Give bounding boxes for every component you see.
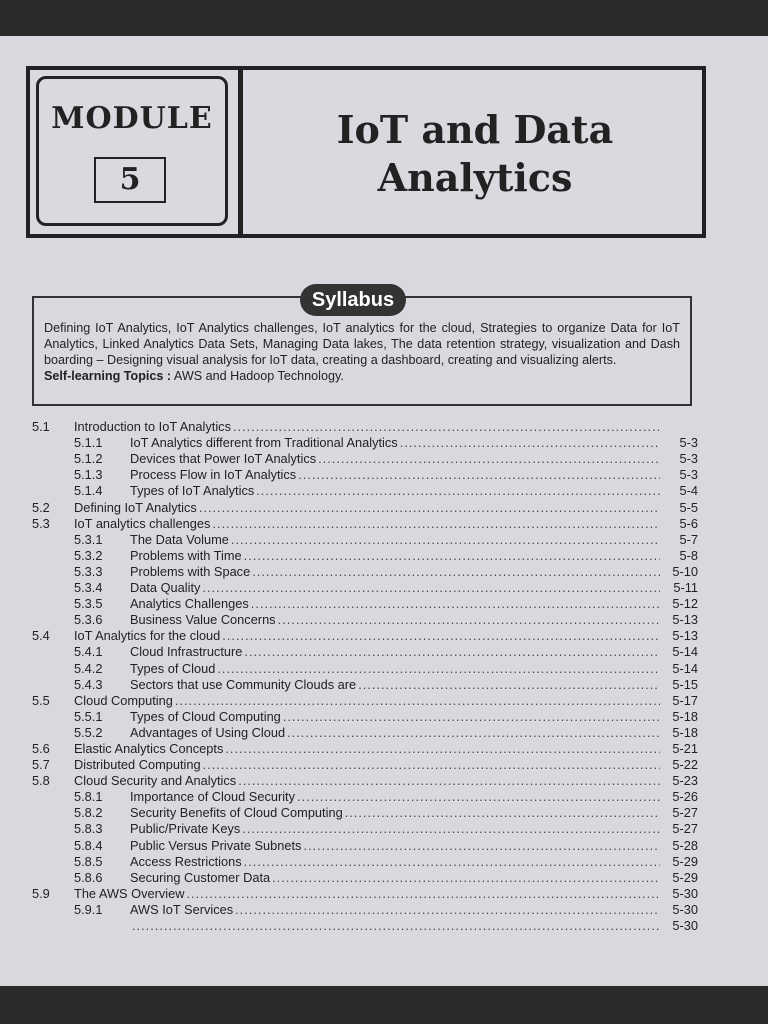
toc-leader-dots xyxy=(222,628,660,643)
toc-entry xyxy=(32,772,698,788)
toc-entry-number: 5.8.4 xyxy=(74,837,103,853)
toc-entry-title: Data Quality xyxy=(130,580,201,596)
toc-entry-number: 5.5 xyxy=(32,692,50,708)
toc-entry-page: 5-7 xyxy=(679,531,698,547)
toc-entry-title: Introduction to IoT Analytics xyxy=(74,419,231,435)
toc-leader-dots xyxy=(186,886,660,901)
toc-entry xyxy=(32,853,698,869)
toc-entry-page: 5-18 xyxy=(672,724,698,740)
toc-entry xyxy=(32,659,698,675)
toc-entry-page: 5-13 xyxy=(672,612,698,628)
toc-entry xyxy=(32,724,698,740)
toc-entry-page: 5-26 xyxy=(672,789,698,805)
toc-entry-title: Defining IoT Analytics xyxy=(74,499,197,515)
toc-entry-number: 5.6 xyxy=(32,740,50,756)
toc-leader-dots xyxy=(358,677,660,692)
toc-entry-number: 5.3.3 xyxy=(74,563,103,579)
toc-entry-title: Problems with Time xyxy=(130,547,242,563)
toc-entry-number: 5.8.3 xyxy=(74,821,103,837)
toc-entry-page: 5-27 xyxy=(672,821,698,837)
toc-leader-dots xyxy=(297,789,660,804)
toc-entry-page: 5-5 xyxy=(679,499,698,515)
toc-entry-page: 5-27 xyxy=(672,805,698,821)
toc-entry-page: 5-29 xyxy=(672,869,698,885)
toc-entry-page: 5-12 xyxy=(672,596,698,612)
toc-entry-page: 5-11 xyxy=(673,580,698,596)
toc-entry-number: 5.5.1 xyxy=(74,708,103,724)
toc-entry xyxy=(32,627,698,643)
toc-entry-page: 5-21 xyxy=(672,740,698,756)
toc-entry-title: Public Versus Private Subnets xyxy=(130,837,302,853)
module-number: 5 xyxy=(94,157,166,203)
syllabus-body: Defining IoT Analytics, IoT Analytics challenges, IoT analytics for the cloud, Strategies to organize Data for IoT Analytics, Linked Analytics Data Sets, Managing Data lakes, The data retention strategy, visualization and Dash boarding – Designing visual analysis for IoT data, creating a dashboard, creating and visualizing alerts. xyxy=(44,321,680,367)
toc-entry-number: 5.1 xyxy=(32,419,50,435)
toc-entry-title: Sectors that use Community Clouds are xyxy=(130,676,357,692)
toc-leader-dots xyxy=(244,548,660,563)
toc-entry xyxy=(32,643,698,659)
toc-entry-title: The Data Volume xyxy=(130,531,229,547)
toc-leader-dots xyxy=(287,725,660,740)
toc-entry-number: 5.9 xyxy=(32,885,50,901)
toc-entry-page: 5-18 xyxy=(672,708,698,724)
toc-entry-page: 5-29 xyxy=(672,853,698,869)
toc-entry-number: 5.8 xyxy=(32,773,50,789)
toc-leader-dots xyxy=(244,854,660,869)
toc-entry-page: 5-8 xyxy=(679,547,698,563)
toc-entry-page: 5-28 xyxy=(672,837,698,853)
toc-entry-title: Cloud Infrastructure xyxy=(130,644,243,660)
toc-leader-dots xyxy=(203,757,660,772)
toc-entry xyxy=(32,498,698,514)
toc-entry-page: 5-14 xyxy=(672,660,698,676)
toc-entry-page: 5-3 xyxy=(679,467,698,483)
module-badge xyxy=(36,76,228,226)
toc-leader-dots xyxy=(298,467,660,482)
toc-entry xyxy=(32,885,698,901)
toc-entry-page: 5-3 xyxy=(679,451,698,467)
toc-leader-dots xyxy=(132,918,660,933)
toc-entry xyxy=(32,531,698,547)
toc-entry-title: Importance of Cloud Security xyxy=(130,789,296,805)
toc-entry-title: Elastic Analytics Concepts xyxy=(74,740,224,756)
toc-leader-dots xyxy=(212,516,660,531)
toc-leader-dots xyxy=(231,532,660,547)
toc-entry xyxy=(32,692,698,708)
toc-entry-title: IoT analytics challenges xyxy=(74,515,211,531)
syllabus-heading: Syllabus xyxy=(300,284,406,316)
toc-entry-title: Problems with Space xyxy=(130,563,251,579)
toc-entry xyxy=(32,579,698,595)
toc-entry-page: 5-3 xyxy=(679,435,698,451)
toc-entry-number: 5.8.1 xyxy=(74,789,103,805)
toc-entry xyxy=(32,869,698,885)
toc-leader-dots xyxy=(283,709,660,724)
table-of-contents xyxy=(32,418,698,933)
toc-leader-dots xyxy=(202,580,660,595)
toc-entry-number: 5.4.3 xyxy=(74,676,103,692)
toc-entry-number: 5.1.1 xyxy=(74,435,103,451)
toc-leader-dots xyxy=(244,644,660,659)
toc-entry-number: 5.3.6 xyxy=(74,612,103,628)
toc-entry xyxy=(32,482,698,498)
toc-leader-dots xyxy=(217,661,660,676)
toc-entry xyxy=(32,563,698,579)
toc-entry xyxy=(32,434,698,450)
toc-entry-title: Securing Customer Data xyxy=(130,869,271,885)
toc-leader-dots xyxy=(400,435,660,450)
toc-entry-number: 5.1.2 xyxy=(74,451,103,467)
module-title-line1: IoT and Data xyxy=(336,107,614,152)
toc-entry xyxy=(32,547,698,563)
toc-entry xyxy=(32,901,698,917)
toc-entry-title: The AWS Overview xyxy=(74,885,185,901)
toc-entry-page: 5-4 xyxy=(679,483,698,499)
toc-leader-dots xyxy=(235,902,660,917)
toc-leader-dots xyxy=(318,451,660,466)
toc-leader-dots xyxy=(175,693,660,708)
self-learning-label: Self-learning Topics : xyxy=(44,369,172,383)
toc-leader-dots xyxy=(303,838,660,853)
toc-entry-page: 5-10 xyxy=(672,563,698,579)
toc-leader-dots xyxy=(242,821,660,836)
toc-entry-title: Types of Cloud Computing xyxy=(130,708,281,724)
toc-leader-dots xyxy=(199,500,660,515)
module-header xyxy=(26,66,706,238)
toc-entry-title: IoT Analytics different from Traditional Analytics xyxy=(130,435,398,451)
header-divider xyxy=(238,70,243,234)
toc-leader-dots xyxy=(278,612,660,627)
toc-entry xyxy=(32,917,698,933)
toc-entry xyxy=(32,515,698,531)
toc-entry-page: 5-17 xyxy=(672,692,698,708)
toc-entry-title: Advantages of Using Cloud xyxy=(130,724,286,740)
toc-entry xyxy=(32,708,698,724)
toc-entry xyxy=(32,756,698,772)
toc-entry-number: 5.3.4 xyxy=(74,580,103,596)
module-title xyxy=(255,106,695,202)
toc-entry-page: 5-30 xyxy=(672,885,698,901)
toc-entry xyxy=(32,788,698,804)
toc-entry-title: Distributed Computing xyxy=(74,757,201,773)
toc-leader-dots xyxy=(225,741,660,756)
toc-entry-number: 5.4.2 xyxy=(74,660,103,676)
toc-entry-title: Types of IoT Analytics xyxy=(130,483,255,499)
toc-entry-title: Process Flow in IoT Analytics xyxy=(130,467,297,483)
toc-entry-number: 5.4 xyxy=(32,628,50,644)
toc-entry-page: 5-30 xyxy=(672,901,698,917)
toc-entry xyxy=(32,466,698,482)
toc-entry-page: 5-6 xyxy=(679,515,698,531)
toc-entry-title: Business Value Concerns xyxy=(130,612,276,628)
toc-entry xyxy=(32,595,698,611)
toc-entry-page: 5-15 xyxy=(672,676,698,692)
toc-entry-number: 5.8.2 xyxy=(74,805,103,821)
self-learning-text: AWS and Hadoop Technology. xyxy=(171,369,344,383)
toc-entry-number: 5.1.4 xyxy=(74,483,103,499)
toc-entry-number: 5.5.2 xyxy=(74,724,103,740)
module-title-line2: Analytics xyxy=(377,155,573,200)
toc-entry xyxy=(32,820,698,836)
toc-entry-number: 5.3.1 xyxy=(74,531,103,547)
toc-entry-title: Analytics Challenges xyxy=(130,596,249,612)
toc-entry xyxy=(32,418,698,434)
toc-leader-dots xyxy=(251,596,660,611)
toc-entry xyxy=(32,836,698,852)
toc-entry-title: IoT Analytics for the cloud xyxy=(74,628,221,644)
toc-entry-title: Types of Cloud xyxy=(130,660,216,676)
toc-entry-title: Security Benefits of Cloud Computing xyxy=(130,805,343,821)
toc-entry xyxy=(32,676,698,692)
toc-leader-dots xyxy=(238,773,660,788)
toc-entry-page: 5-30 xyxy=(672,918,698,933)
toc-entry-page: 5-22 xyxy=(672,757,698,773)
toc-entry-title: AWS IoT Services xyxy=(130,901,234,917)
toc-leader-dots xyxy=(252,564,660,579)
toc-leader-dots xyxy=(256,483,660,498)
toc-entry xyxy=(32,740,698,756)
toc-entry-title: Public/Private Keys xyxy=(130,821,241,837)
toc-entry-title: Cloud Security and Analytics xyxy=(74,773,237,789)
toc-leader-dots xyxy=(345,805,660,820)
toc-entry-title: Devices that Power IoT Analytics xyxy=(130,451,317,467)
toc-entry-number: 5.3.2 xyxy=(74,547,103,563)
toc-entry-number: 5.4.1 xyxy=(74,644,103,660)
toc-entry-number: 5.7 xyxy=(32,757,50,773)
toc-entry-number: 5.8.5 xyxy=(74,853,103,869)
toc-entry-number: 5.1.3 xyxy=(74,467,103,483)
toc-entry xyxy=(32,611,698,627)
toc-entry-page: 5-23 xyxy=(672,773,698,789)
toc-entry-title: Access Restrictions xyxy=(130,853,242,869)
toc-entry-number: 5.2 xyxy=(32,499,50,515)
toc-entry-page: 5-13 xyxy=(672,628,698,644)
module-label: MODULE xyxy=(51,101,213,136)
toc-entry xyxy=(32,804,698,820)
toc-entry-page: 5-14 xyxy=(672,644,698,660)
toc-leader-dots xyxy=(233,419,660,434)
toc-entry-number: 5.9.1 xyxy=(74,901,103,917)
toc-entry-title: Cloud Computing xyxy=(74,692,173,708)
toc-entry-number: 5.3 xyxy=(32,515,50,531)
toc-entry xyxy=(32,450,698,466)
toc-leader-dots xyxy=(272,870,660,885)
toc-entry-number: 5.3.5 xyxy=(74,596,103,612)
toc-entry-number: 5.8.6 xyxy=(74,869,103,885)
